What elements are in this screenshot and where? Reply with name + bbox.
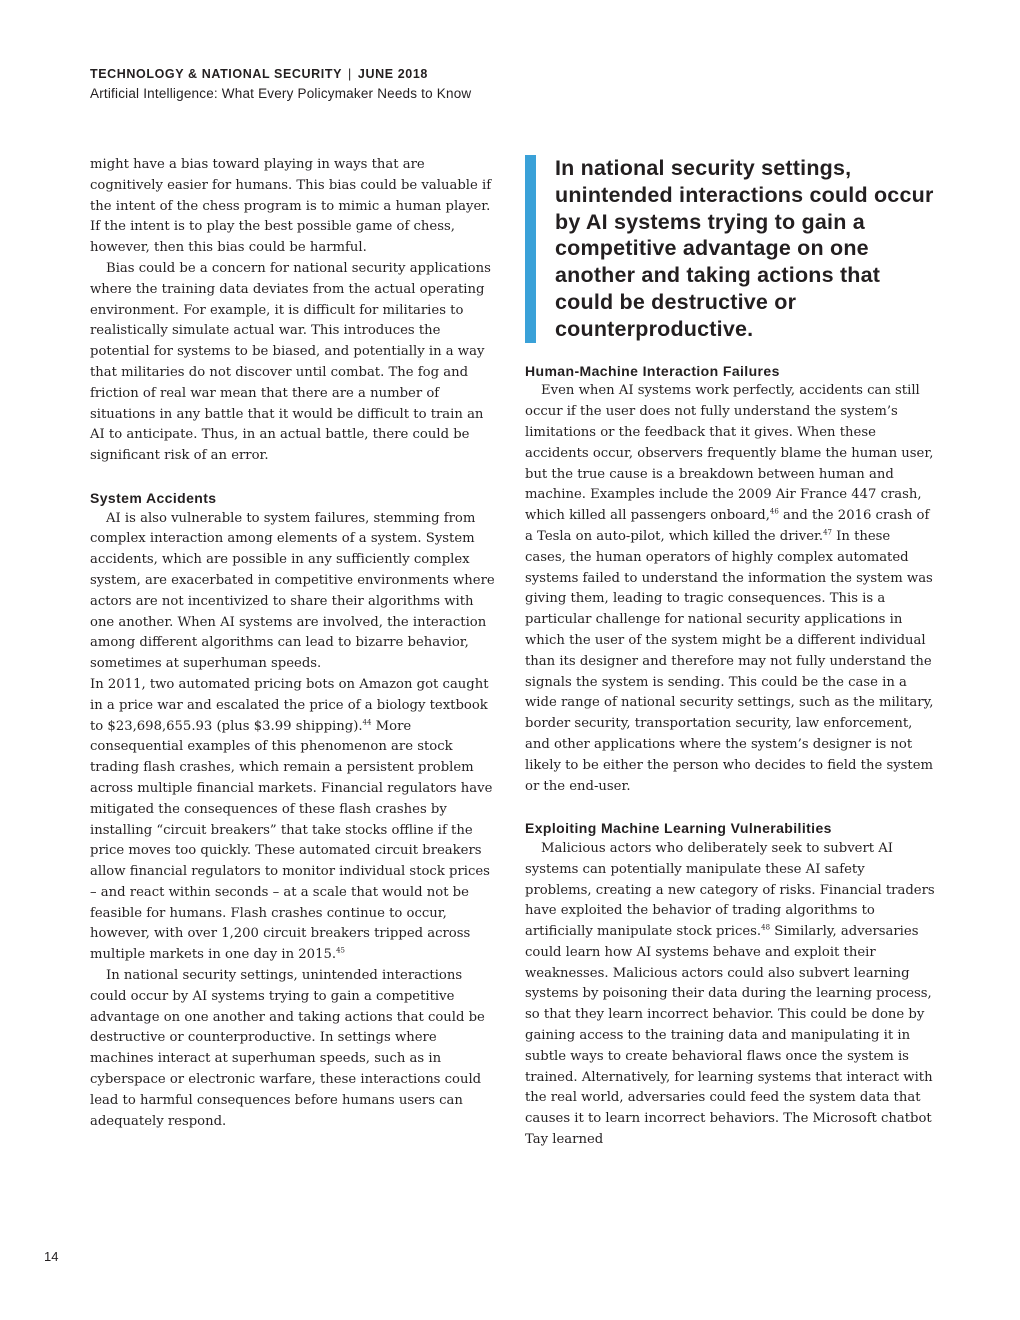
page-number: 14	[44, 1249, 59, 1264]
body-paragraph: In 2011, two automated pricing bots on Amazon got caught in a price war and escalated the price of a biology textbook to $23,698,655.93 (plus $3.99 shipping).$^{44}$ More consequential examples of this phenomenon are stock trading flash crashes, which remain a persistent problem across multiple financial markets. Financial regulators have mitigated the consequences of these flash crashes by installing “circuit breakers” that take stocks offline if the price moves too quickly. These automated circuit breakers allow financial regulators to monitor individual stock prices – and react within seconds – at a scale that would not be feasible for humans. Flash crashes continue to occur, however, with over 1,200 circuit breakers tripped across multiple markets in one day in 2015.45	[90, 676, 493, 963]
header-subtitle: Artificial Intelligence: What Every Policymaker Needs to Know	[90, 86, 472, 101]
section-heading-system-accidents: System Accidents	[90, 489, 217, 506]
footnote-marker: 44	[362, 718, 372, 727]
body-paragraph: In national security settings, unintended interactions could occur by AI systems trying to gain a competitive advantage on one another and taking actions that could be destructive or counterproductive. In settings where machines interact at superhuman speeds, such as in cyberspace or electronic warfare, these interactions could lead to harmful consequences before humans users can adequately respond.	[90, 968, 485, 1129]
header-date: JUNE 2018	[357, 67, 428, 81]
running-header	[90, 64, 471, 104]
section-heading-human-machine: Human-Machine Interaction Failures	[525, 362, 780, 379]
header-series: TECHNOLOGY & NATIONAL SECURITY	[90, 67, 343, 81]
pull-quote-text: In national security settings, unintended interactions could occur by AI systems trying to gain a competitive advantage on one another and taking actions that could be destructive or counterproductive.	[555, 156, 934, 341]
footnote-marker: 48	[761, 923, 771, 932]
pull-quote-bar	[525, 155, 536, 343]
body-paragraph: might have a bias toward playing in ways that are cognitively easier for humans. This bias could be valuable if the intent of the chess program is to mimic a human player. If the intent is to play the best possible game of chess, however, then this bias could be harmful.	[90, 157, 492, 256]
body-paragraph: Even when AI systems work perfectly, accidents can still occur if the user does not fully understand the system’s limitations or the feedback that it gives. When these accidents occur, observers frequently blame the human user, but the true cause is a breakdown between human and machine. Examples include the 2009 Air France 447 crash, which killed all passengers onboard,$^{46}$ and the 2016 crash of a Tesla on auto-pilot, which killed the driver.$^{47}$ In these cases, the human operators of highly complex automated systems failed to understand the information the system was giving them, leading to tragic consequences. This is a particular challenge for national security applications in which the user of the system might be a different individual than its designer and therefore may not fully understand the signals the system is sending. This could be the case in a wide range of national security settings, such as the military, border security, transportation security, law enforcement, and other applications where the system’s designer is not likely to be either the person who decides to field the system or the end-user.	[525, 383, 934, 794]
body-paragraph: Bias could be a concern for national security applications where the training data deviates from the actual operating environment. For example, it is difficult for militaries to realistically simulate actual war. This introduces the potential for systems to be biased, and potentially in a way that militaries do not discover until combat. The fog and friction of real war mean that there are a number of situations in any battle that it would be difficult to train an AI to anticipate. Thus, in an actual battle, there could be significant risk of an error.	[90, 260, 491, 464]
left-column	[90, 155, 500, 1132]
header-series-line	[90, 64, 471, 84]
body-paragraph: AI is also vulnerable to system failures, stemming from complex interaction among elements of a system. System accidents, which are possible in any sufficiently complex system, are exacerbated in competitive environments where actors are not incentivized to share their algorithms with one another. When AI systems are involved, the interaction among different algorithms can lead to bizarre behavior, sometimes at superhuman speeds.	[90, 510, 495, 672]
body-paragraph: Malicious actors who deliberately seek to subvert AI systems can potentially manipulate these AI safety problems, creating a new category of risks. Financial traders have exploited the behavior of trading algorithms to artificially manipulate stock prices.$^{48}$ Similarly, adversaries could learn how AI systems behave and exploit their weaknesses. Malicious actors could also subvert learning systems by poisoning their data during the learning process, so that they learn incorrect behavior. This could be done by gaining access to the training data and manipulating it in subtle ways to create behavioral flaws once the system is trained. Alternatively, for learning systems that interact with the real world, adversaries could feed the system data that causes it to learn incorrect behaviors. The Microsoft chatbot Tay learned	[525, 840, 935, 1148]
right-column	[525, 155, 935, 1151]
section-heading-exploiting-ml: Exploiting Machine Learning Vulnerabilities	[525, 820, 832, 837]
header-separator: |	[348, 67, 352, 81]
footnote-marker: 46	[769, 507, 779, 516]
footnote-marker: 45	[336, 946, 345, 955]
footnote-marker: 47	[823, 528, 832, 537]
pull-quote	[525, 155, 935, 343]
